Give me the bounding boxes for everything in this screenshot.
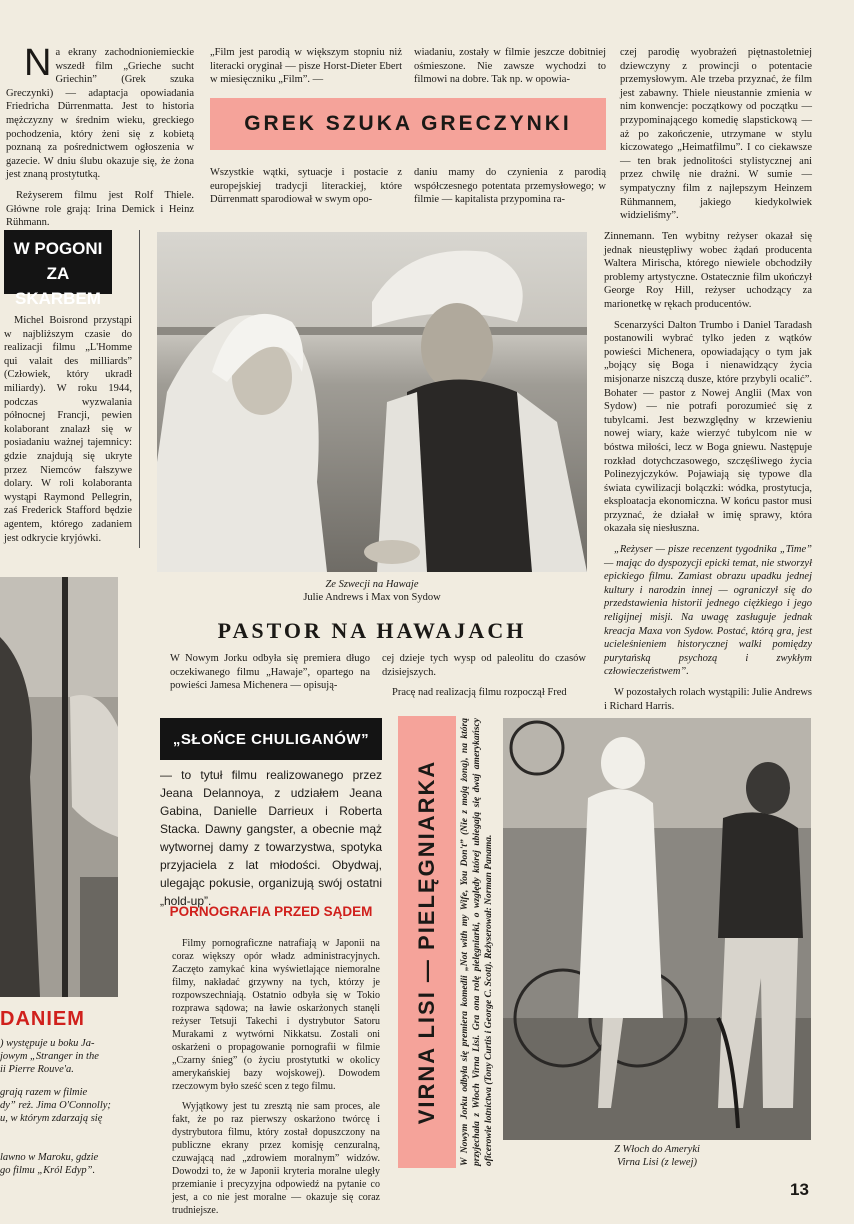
hawaje-caption-title: Ze Szwecji na Hawaje [325,579,419,590]
porno-title: PORNOGRAFIA PRZED SĄDEM [169,904,373,919]
grek-col1 [6,42,194,237]
pastor-col1: W Nowym Jorku odbyła się premiera długo oczekiwanego filmu „Hawaje”, opartego na powieści Jamesa Michenera — opisują- [170,653,370,692]
virna-photo [503,718,811,1140]
porno-p1: Filmy pornograficzne natrafiają w Japonii na coraz większy opór władz administracyjnych. Zaczęto zamykać kina wyświetlające niemoralne filmy, nakładać grzywny na tych, którzy je rozpowszechniają. Ostatnio odbyła się w Tokio rozprawa sądowa; na ławie oskarżonych stanęli reżyser Tetsuji Takechi i dystrybutor Satoru Murakami z wytwórni Nikkatsu. Zostali oni oskarżeni o propagowanie pornografii w filmie „Czarny śnieg” (o życiu prostytutki w okolicy amerykańskiej bazy wojskowej). Dowodem rzeczowym było sześć scen z tego filmu. [172,938,380,1092]
grek-col3-bottom: daniu mamy do czynienia z parodią współczesnego potentata przemysłowego; w filmie — kapitalista przypomina ra- [414,167,606,206]
pogoni-title-line2: ZA SKARBEM [15,264,101,308]
pastor-col2-p2: Pracę nad realizacją filmu rozpoczął Fred [392,687,567,699]
virna-vertical-text: W Nowym Jorku odbyła się premiera komedii „Not with my Wife, You Don't” (Nie z moją żoną), na którą przyjechała z Włoch Virna Lisi. Gra ona rolę pielęgniarki, o względy której ubiegają się dwaj amerykańscy oficerowie lotnictwa (Tony Curtis i George C. Scott). Reżyserował: Norman Panama. [460,718,494,1166]
porno-p2: Wyjątkowy jest tu zresztą nie sam proces, ale fakt, że po raz pierwszy oskarżono twórcę i dystrybutora filmu, który został dopuszczony na publiczne ekrany przez komisję cenzuralną, czuwającą nad „zdrowiem moralnym” widzów. Dowodzi to, że w Japonii kryteria moralne uległy przemianie i precyzyjna odpowiedź na pytanie co jest, a co nie jest moralne — okazuje się coraz trudniejsze. [172,1101,380,1216]
pastor-right-p3: „Reżyser — pisze recenzent tygodnika „Time” — mając do dyspozycji epicki temat, nie stworzył epickiego filmu. Zamiast obrazu upadku jednej kultury i narodzin innej — ograniczył się do przedstawienia historii jednego ciężkiego i jego religijnej misji. Na uwagę zasługuje jednak kreacja Maxa von Sydow. Postać, którą gra, jest ucieleśnieniem historycznej walki pomiędzy purytańską psychozą i zwykłym człowieczeństwem”. [604,544,812,678]
virna-caption-title: Z Włoch do Ameryki [614,1144,700,1155]
pogoni-title-box [4,230,112,308]
virna-vertical-text-box [456,716,498,1168]
grek-col1-p1: a ekrany zachodnioniemieckie wszedł film „Griechе sucht Griechin” (Grek szuka Greczynki) — adaptacja opowiadania Friedricha Dürrenmatta. Jest to historia mężczyzny w średnim wieku, greckiego pochodzenia, który żeni się z kobietą poznaną za pośrednictwem ogłoszenia w gazecie. W dniu ślubu okazuje się, że żona jest znaną prostytutką. [6,47,194,181]
left-strip-line-2: jowym „Stranger in the [0,1051,99,1062]
slonce-title: „SŁOŃCE CHULIGANÓW” [172,730,370,748]
left-strip-line-8: go filmu „Król Edyp”. [0,1165,96,1176]
porno-text [172,937,380,1224]
pogoni-paragraph: Michel Boisrond przystąpi w najbliższym czasie do realizacji filmu „L'Homme qui valait des milliards” (Człowiek, który ukradł miliardy). W roku 1944, podczas wyzwalania północnej Francji, pewien kolaborant znalazł się w posiadaniu ważnej tajemnicy: gdzie znajdują się ukryte przez Niemców fałszywe dolary. W roli kolaboranta wystąpi Raymond Pellegrin, zaś Frederick Stafford będzie agentem, którego zadaniem jest odkrycie kryjówki. [4,315,132,544]
virna-title: VIRNA LISI — PIELĘGNIARKA [414,759,439,1125]
pastor-right-p4: W pozostałych rolach wystąpili: Julie Andrews i Richard Harris. [604,687,812,712]
virna-title-band [398,716,456,1168]
pastor-col2-p1: cej dzieje tych wysp od paleolitu do czasów dzisiejszych. [382,653,586,678]
pastor-right-p2: Scenarzyści Dalton Trumbo i Daniel Taradash postanowili wybrać tylko jeden z wątków powieści Michenera, opowiadający o tym jak „bojący się Boga i nienawidzący życia misjonarze niszczą dusze, które przybyli ocalić”. Bohater — pastor z Nowej Anglii (Max von Sydow) — nie potrafi porozumieć się z tubylcami. Jest bezwzględny w krzewieniu nowej wiary, każe wierzyć tubylcom nie w bóstwa miłości, lecz w Boga gniewu. Następuje rozkład dotychczasowego, szczęśliwego życia Polinezyjczyków. Pojawiają się typowe dla świata cywilizacji bolączki: wódka, prostytucja, eksploatacja ekonomiczna. W końcu pastor musi przyznać, że działał w imię sprawy, która okazała się niesłuszna. [604,319,812,535]
pastor-right-p1: Zinnemann. Ten wybitny reżyser okazał się jednak nieustępliwy wobec żądań producenta Waltera Mirischa, którego niewiele obchodziły problemy artystyczne. Ostatecznie film ukończył George Roy Hill, reżyser uchodzący za marionetkę w rękach producentów. [604,231,812,310]
grek-col3-top: wiadaniu, zostały w filmie jeszcze dobitniej ośmieszone. Nie zawsze wychodzi to filmowi na dobre. Tak np. w opowia- [414,47,606,86]
hawaje-caption-names: Julie Andrews i Max von Sydow [303,592,441,603]
left-strip-line-5: dy” reż. Jima O'Connolly; [0,1100,111,1111]
grek-dropcap: N [24,42,52,84]
left-strip-line-6: u, w którym zdarzają się [0,1113,103,1124]
pastor-right-column [604,230,812,720]
page-number: 13 [790,1180,809,1199]
hawaje-caption [157,578,587,604]
grek-col4: czej parodię wyobrażeń piętnastoletniej dziewczyny z prowincji o potentacie przemysłowym. Ale trzeba przyznać, że film jest zabawny. Thiele nieustannie zmienia w nim konwencje: początkowy od początku — przypominającego komedię slapstickową — aż po zakończenie, utrzymane w stylu kiczowatego „Heimatfilmu”. I co ciekawsze — ten brak jednolitości stylistycznej ani przez chwilę nie drażni. W sumie — sympatyczny film z najlepszym Heinzem Rühmannem, jakiego kiedykolwiek widzieliśmy”. [620,47,812,222]
grek-col2-top: „Film jest parodią w większym stopniu niż literacki oryginał — pisze Horst-Dieter Ebert w miesięczniku „Film”. — [210,47,402,86]
pastor-col2 [382,652,586,707]
virna-caption-names: Virna Lisi (z lewej) [616,1157,697,1168]
left-strip-title: DANIEM [0,1008,85,1030]
grek-col1-p2: Reżyserem filmu jest Rolf Thiele. Główne role grają: Irina Demick i Heinz Rühmann. [6,189,194,229]
left-strip-line-1: ) występuje u boku Ja- [0,1038,95,1049]
virna-caption [503,1143,811,1169]
left-strip-line-3: ii Pierre Rouve'a. [0,1064,74,1075]
left-strip-line-7: lawno w Maroku, gdzie [0,1152,99,1163]
left-strip-line-4: grają razem w filmie [0,1087,88,1098]
pogoni-title-line1: W POGONI [13,239,103,258]
grek-title: GREK SZUKA GRECZYNKI [244,112,572,135]
left-strip-photo [0,577,118,997]
pogoni-divider [139,230,140,548]
pogoni-text [4,314,132,552]
hawaje-photo [157,232,587,572]
grek-col2-bottom: Wszystkie wątki, sytuacje i postacie z europejskiej tradycji literackiej, które Dürrenmatt sparodiował w swym opo- [210,167,402,206]
left-strip-text [0,1037,122,1177]
pastor-title: PASTOR NA HAWAJACH [217,618,527,643]
grek-title-banner [210,98,606,150]
slonce-text: — to tytuł filmu realizowanego przez Jeana Delannoya, z udziałem Jeana Gabina, Danielle Darrieux i Roberta Stacka. Dawny gangster, a obecnie mąż wytwornej damy z towarzystwa, spotyka przyjaciela z lat młodości. Obydwaj, ulegając pokusie, organizują swój ostatni „hold-up”. [160,768,382,908]
slonce-title-box [160,718,382,760]
